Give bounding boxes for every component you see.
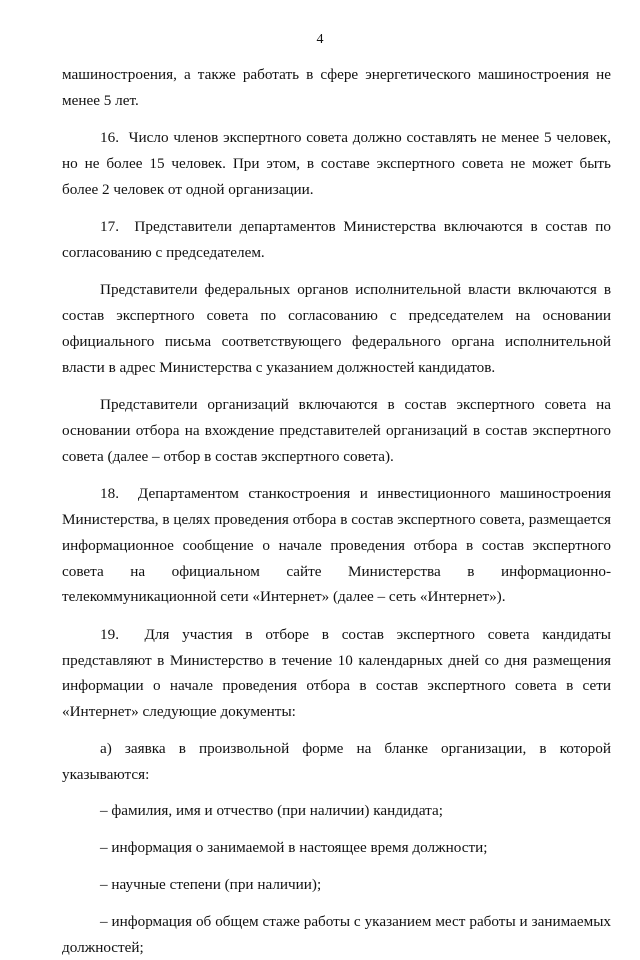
paragraph-item-19: 19. Для участия в отборе в состав экспертного совета кандидаты представляют в Министерство в течение 10 календарных дней со дня размещения информации о начале проведения отбора в состав экспертного совета в сети «Интернет» следующие документы:: [62, 625, 611, 721]
paragraph-item-19-a: а) заявка в произвольной форме на бланке организации, в которой указываются:: [62, 739, 611, 783]
list-item-full-name: – фамилия, имя и отчество (при наличии) кандидата;: [100, 802, 443, 820]
paragraph-item-17: 17. Представители департаментов Министерства включаются в состав по согласованию с председателем.: [62, 218, 611, 261]
list-item-current-position: – информация о занимаемой в настоящее время должности;: [100, 839, 488, 857]
paragraph-item-18: 18. Департаментом станкостроения и инвестиционного машиностроения Министерства, в целях проведения отбора в состав экспертного совета, размещается информационное сообщение о начале проведения отбора в состав экспертного совета на официальном сайте Министерства в информационно-телекоммуникационной сети «Интернет» (далее – сеть «Интернет»).: [62, 485, 611, 606]
list-item-work-experience: – информация об общем стаже работы с указанием мест работы и занимаемых должностей;: [62, 912, 611, 956]
page-number: 4: [316, 32, 324, 47]
paragraph-federal-representatives: Представители федеральных органов исполнительной власти включаются в состав экспертного совета по согласованию с председателем на основании официального письма соответствующего федерального органа исполнительной власти в адрес Министерства с указанием должностей кандидатов.: [62, 281, 611, 376]
document-body: [62, 62, 611, 960]
paragraph-organization-representatives: Представители организаций включаются в состав экспертного совета на основании отбора на вхождение представителей организаций в состав экспертного совета (далее – отбор в состав экспертного совета).: [62, 396, 611, 465]
paragraph-continuation: машиностроения, а также работать в сфере энергетического машиностроения не менее 5 лет.: [62, 66, 611, 109]
list-item-academic-degrees: – научные степени (при наличии);: [100, 876, 322, 894]
paragraph-item-16: 16. Число членов экспертного совета должно составлять не менее 5 человек, но не более 15 человек. При этом, в составе экспертного совета не может быть более 2 человек от одной организации.: [62, 129, 611, 198]
